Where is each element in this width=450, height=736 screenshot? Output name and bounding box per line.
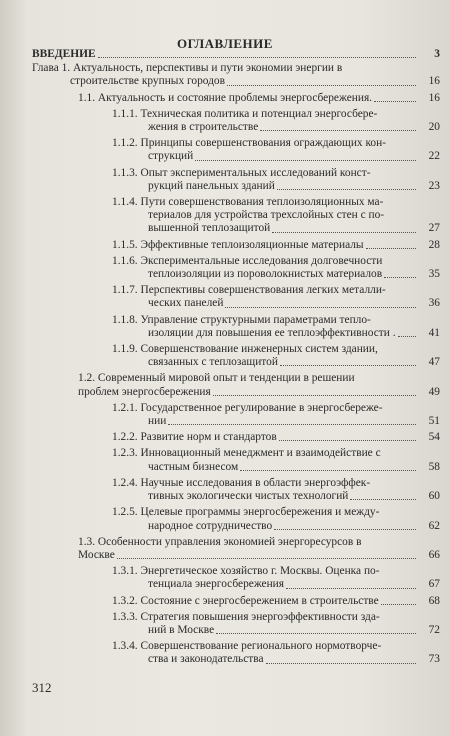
toc-page-number: 67 bbox=[428, 578, 440, 591]
toc-page-number: 28 bbox=[428, 238, 440, 251]
dot-leader bbox=[272, 232, 416, 233]
toc-entry bbox=[112, 284, 440, 310]
toc-page-number: 62 bbox=[428, 519, 440, 532]
dot-leader bbox=[286, 588, 416, 589]
toc-page-number: 72 bbox=[428, 623, 440, 636]
toc-page-number: 58 bbox=[428, 460, 440, 473]
dot-leader bbox=[279, 440, 416, 441]
toc-entry-title-line: ВВЕДЕНИЕ bbox=[32, 48, 96, 60]
dot-leader bbox=[266, 663, 416, 664]
toc-entry-title-line: ства и законодательства bbox=[148, 653, 264, 666]
toc-entry-title-line: рукций панельных зданий bbox=[148, 179, 275, 192]
dot-leader bbox=[374, 101, 416, 102]
toc-entry-title-line: народное сотрудничество bbox=[148, 519, 273, 532]
toc-page-number: 27 bbox=[428, 222, 440, 235]
dot-leader bbox=[260, 130, 416, 131]
dot-leader bbox=[98, 57, 416, 58]
toc-entry bbox=[112, 611, 440, 637]
toc-entry-title-line: 1.2.1. Государственное регулирование в энергосбереже- bbox=[112, 401, 383, 414]
toc-entry-title-line: струкций bbox=[148, 150, 194, 163]
toc-entry bbox=[112, 506, 440, 532]
toc-entry-title-line: частным бизнесом bbox=[148, 460, 239, 473]
dot-leader bbox=[280, 365, 416, 366]
dot-leader bbox=[350, 499, 416, 500]
page-number: 312 bbox=[32, 680, 52, 695]
dot-leader bbox=[277, 189, 416, 190]
toc-entry-title-line: 1.3. Особенности управления экономией энергоресурсов в bbox=[78, 535, 362, 548]
toc-entry bbox=[112, 137, 440, 163]
toc-page-number: 20 bbox=[428, 121, 440, 134]
toc-entry bbox=[112, 167, 440, 193]
toc-entry bbox=[78, 92, 440, 105]
dot-leader bbox=[225, 307, 416, 308]
toc-page-number: 60 bbox=[428, 490, 440, 503]
toc-entry-title-line: жения в строительстве bbox=[148, 121, 259, 134]
toc-page-number: 68 bbox=[428, 594, 440, 607]
toc-page-number: 41 bbox=[428, 326, 440, 339]
toc-entry bbox=[112, 640, 440, 666]
dot-leader bbox=[240, 470, 416, 471]
toc-page-number: 23 bbox=[428, 179, 440, 192]
toc-entry-title-line: вышенной теплозащитой bbox=[148, 222, 271, 235]
toc-entry-title-line: 1.1.4. Пути совершенствования теплоизоляционных ма- bbox=[112, 196, 384, 209]
toc-page-number: 54 bbox=[428, 431, 440, 444]
toc-entry bbox=[112, 196, 440, 236]
toc-page-number: 16 bbox=[428, 75, 440, 88]
toc-page-number: 49 bbox=[428, 385, 440, 398]
toc-entry bbox=[112, 431, 440, 444]
toc-entry bbox=[78, 372, 440, 398]
toc-entry bbox=[112, 108, 440, 134]
toc-entry-title-line: 1.1.6. Экспериментальные исследования долговечности bbox=[112, 254, 383, 267]
toc-entry-title-line: теплоизоляции из пороволокнистых материалов bbox=[148, 268, 383, 281]
toc-entry-title-line: проблем энергосбережения bbox=[78, 385, 211, 398]
toc-entry-title-line: 1.1.7. Перспективы совершенствования легких металли- bbox=[112, 284, 386, 297]
toc-entry-title-line: 1.1.9. Совершенствование инженерных систем здании, bbox=[112, 343, 378, 356]
toc-entry-title-line: 1.1.2. Принципы совершенствования ограждающих кон- bbox=[112, 137, 387, 150]
toc-entry-title-line: связанных с теплозащитой bbox=[148, 356, 278, 369]
table-of-contents bbox=[32, 48, 440, 667]
toc-entry bbox=[112, 477, 440, 503]
toc-entry-title-line: 1.1.8. Управление структурными параметрами тепло- bbox=[112, 313, 371, 326]
toc-entry-title-line: 1.1.1. Техническая политика и потенциал энергосбере- bbox=[112, 107, 378, 120]
toc-page-number: 73 bbox=[428, 653, 440, 666]
toc-entry-title-line: нии bbox=[148, 415, 167, 428]
toc-page-number: 16 bbox=[428, 91, 440, 104]
toc-entry-title-line: ний в Москве bbox=[148, 623, 215, 636]
toc-entry-title-line: Глава 1. Актуальность, перспективы и пути экономии энергии в bbox=[32, 62, 343, 75]
toc-entry-title-line: ческих панелей bbox=[148, 297, 224, 310]
toc-entry-title-line: 1.3.4. Совершенствование регионального нормотворче- bbox=[112, 640, 382, 653]
toc-entry-title-line: 1.2.3. Инновационный менеджмент и взаимодействие с bbox=[112, 447, 381, 460]
toc-page-number: 51 bbox=[428, 415, 440, 428]
toc-entry-title-line: 1.3.2. Состояние с энергосбережением в строительстве bbox=[112, 594, 379, 607]
dot-leader bbox=[168, 424, 416, 425]
dot-leader bbox=[384, 277, 416, 278]
dot-leader bbox=[195, 160, 416, 161]
toc-entry-title-line: тенциала энергосбережения bbox=[148, 578, 285, 591]
toc-entry-title-line: тивных экологически чистых технологий bbox=[148, 490, 349, 503]
toc-page-number: 36 bbox=[428, 297, 440, 310]
toc-page-number: 22 bbox=[428, 150, 440, 163]
toc-page-number: 66 bbox=[428, 548, 440, 561]
toc-entry-title-line: 1.2.4. Научные исследования в области энергоэффек- bbox=[112, 476, 371, 489]
toc-entry-title-line: 1.1.3. Опыт экспериментальных исследований конст- bbox=[112, 166, 371, 179]
toc-entry bbox=[112, 565, 440, 591]
dot-leader bbox=[227, 85, 416, 86]
toc-entry-title-line: 1.2.2. Развитие норм и стандартов bbox=[112, 431, 277, 444]
dot-leader bbox=[216, 633, 416, 634]
toc-entry bbox=[112, 402, 440, 428]
toc-entry-title-line: 1.1.5. Эффективные теплоизоляционные материалы bbox=[112, 238, 364, 251]
dot-leader bbox=[381, 604, 416, 605]
dot-leader bbox=[398, 336, 416, 337]
toc-entry bbox=[78, 536, 440, 562]
toc-entry bbox=[112, 255, 440, 281]
toc-entry-title-line: Москве bbox=[78, 548, 115, 561]
toc-entry-title-line: 1.3.3. Стратегия повышения энергоэффективности зда- bbox=[112, 610, 380, 623]
toc-page-number: 47 bbox=[428, 356, 440, 369]
toc-entry-title-line: строительстве крупных городов bbox=[70, 75, 225, 88]
page-title: ОГЛАВЛЕНИЕ bbox=[177, 36, 273, 51]
toc-entry-title-line: 1.3.1. Энергетическое хозяйство г. Москвы. Оценка по- bbox=[112, 565, 380, 578]
toc-entry-title-line: 1.2. Современный мировой опыт и тенденции в решении bbox=[78, 372, 355, 385]
toc-entry bbox=[112, 239, 440, 252]
dot-leader bbox=[213, 395, 416, 396]
toc-entry bbox=[112, 314, 440, 340]
toc-entry bbox=[32, 62, 440, 88]
toc-entry bbox=[112, 343, 440, 369]
toc-entry bbox=[112, 447, 440, 473]
toc-page-number: 3 bbox=[434, 48, 440, 60]
toc-page-number: 35 bbox=[428, 268, 440, 281]
toc-entry-title-line: 1.2.5. Целевые программы энергосбережения и между- bbox=[112, 506, 380, 519]
toc-entry-title-line: изоляции для повышения ее теплоэффективности . bbox=[148, 326, 396, 339]
toc-entry bbox=[32, 48, 440, 61]
toc-entry-title-line: териалов для устройства трехслойных стен с по- bbox=[148, 209, 385, 222]
toc-entry-title-line: 1.1. Актуальность и состояние проблемы энергосбережения. bbox=[78, 91, 373, 104]
toc-entry bbox=[112, 595, 440, 608]
dot-leader bbox=[117, 558, 416, 559]
dot-leader bbox=[274, 529, 416, 530]
dot-leader bbox=[366, 248, 416, 249]
